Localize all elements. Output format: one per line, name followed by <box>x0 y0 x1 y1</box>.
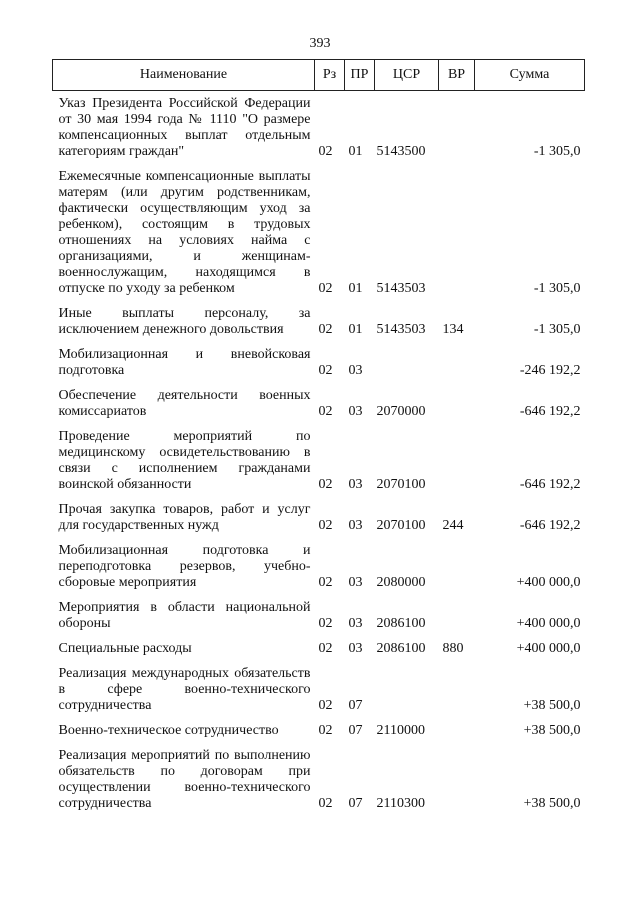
row-sum: +38 500,0 <box>523 698 581 713</box>
row-rz: 02 <box>318 144 333 159</box>
page-number: 393 <box>309 36 331 51</box>
table-row <box>53 714 585 739</box>
row-csr: 2070100 <box>376 518 426 533</box>
row-rz: 02 <box>318 281 333 296</box>
row-rz: 02 <box>318 477 333 492</box>
row-vr <box>439 591 475 632</box>
row-csr <box>375 657 439 714</box>
row-pr: 07 <box>348 723 363 738</box>
row-name: Иные выплаты персоналу, за исключением денежного довольствия <box>58 306 311 337</box>
row-name: Обеспечение деятельности военных комиссариатов <box>58 388 311 419</box>
row-pr: 03 <box>348 477 363 492</box>
row-name: Ежемесячные компенсационные выплаты матерям (или другим родственникам, фактически осуществляющим уход за ребенком), состоящим в трудовых отношениях на условиях найма с организациями, и женщинам-военнослужащим, находящимся в отпуске по уходу за ребенком <box>58 169 311 296</box>
row-csr <box>375 338 439 379</box>
table-row <box>53 160 585 297</box>
row-name: Проведение мероприятий по медицинскому освидетельствованию в связи с исполнением гражданами воинской обязанности <box>58 429 311 492</box>
row-pr: 03 <box>348 641 363 656</box>
row-sum: -646 192,2 <box>519 518 581 533</box>
row-csr: 5143500 <box>376 144 426 159</box>
row-rz: 02 <box>318 641 333 656</box>
row-csr: 2110300 <box>376 796 425 811</box>
table-row <box>53 534 585 591</box>
row-csr: 5143503 <box>376 281 426 296</box>
row-name: Указ Президента Российской Федерации от 30 мая 1994 года № 1110 "О размере компенсационных выплат отдельным категориям граждан" <box>58 96 311 159</box>
row-csr: 2086100 <box>376 641 426 656</box>
table-row <box>53 657 585 714</box>
row-vr <box>439 534 475 591</box>
table-body <box>53 91 585 813</box>
header-name: Наименование <box>53 60 315 91</box>
row-sum: -1 305,0 <box>533 281 581 296</box>
row-pr: 03 <box>348 616 363 631</box>
table-row <box>53 379 585 420</box>
row-name: Мероприятия в области национальной обороны <box>58 600 311 631</box>
row-name: Военно-техническое сотрудничество <box>58 723 279 738</box>
row-vr <box>439 714 475 739</box>
table-row <box>53 297 585 338</box>
row-vr <box>439 420 475 493</box>
row-sum: +38 500,0 <box>523 796 581 811</box>
row-sum: -646 192,2 <box>519 477 581 492</box>
row-name: Специальные расходы <box>58 641 192 656</box>
row-pr: 03 <box>348 575 363 590</box>
row-sum: +400 000,0 <box>516 616 581 631</box>
row-pr: 07 <box>348 698 363 713</box>
table-row <box>53 739 585 812</box>
row-vr <box>439 91 475 161</box>
row-sum: -1 305,0 <box>533 144 581 159</box>
row-vr: 244 <box>442 518 464 533</box>
table-header <box>53 60 585 91</box>
row-rz: 02 <box>318 575 333 590</box>
row-sum: +400 000,0 <box>516 575 581 590</box>
row-pr: 01 <box>348 281 363 296</box>
row-rz: 02 <box>318 796 333 811</box>
row-vr <box>439 657 475 714</box>
row-sum: -246 192,2 <box>519 363 581 378</box>
row-rz: 02 <box>318 518 333 533</box>
row-rz: 02 <box>318 723 333 738</box>
row-name: Мобилизационная подготовка и переподготовка резервов, учебно-сборовые мероприятия <box>58 543 311 590</box>
header-pr: ПР <box>345 60 375 91</box>
row-rz: 02 <box>318 698 333 713</box>
row-pr: 01 <box>348 144 363 159</box>
header-csr: ЦСР <box>375 60 439 91</box>
table-row <box>53 591 585 632</box>
row-name: Прочая закупка товаров, работ и услуг для государственных нужд <box>58 502 311 533</box>
row-sum: +400 000,0 <box>516 641 581 656</box>
row-name: Реализация международных обязательств в сфере военно-технического сотрудничества <box>58 666 311 713</box>
header-sum: Сумма <box>475 60 585 91</box>
row-sum: -1 305,0 <box>533 322 581 337</box>
budget-table <box>52 59 585 812</box>
row-csr: 2080000 <box>376 575 426 590</box>
table-row <box>53 338 585 379</box>
row-csr: 2086100 <box>376 616 426 631</box>
table-row <box>53 420 585 493</box>
row-vr <box>439 739 475 812</box>
row-csr: 2070100 <box>376 477 426 492</box>
header-rz: Рз <box>315 60 345 91</box>
row-csr: 5143503 <box>376 322 426 337</box>
row-sum: -646 192,2 <box>519 404 581 419</box>
row-pr: 03 <box>348 518 363 533</box>
row-csr: 2070000 <box>376 404 426 419</box>
row-rz: 02 <box>318 616 333 631</box>
row-vr <box>439 160 475 297</box>
row-pr: 03 <box>348 404 363 419</box>
table-row <box>53 493 585 534</box>
header-row <box>53 60 585 91</box>
row-rz: 02 <box>318 404 333 419</box>
row-vr <box>439 379 475 420</box>
table-row <box>53 91 585 161</box>
row-pr: 03 <box>348 363 363 378</box>
row-vr <box>439 338 475 379</box>
row-rz: 02 <box>318 322 333 337</box>
row-name: Мобилизационная и вневойсковая подготовка <box>58 347 311 378</box>
row-sum: +38 500,0 <box>523 723 581 738</box>
row-pr: 07 <box>348 796 363 811</box>
row-vr: 880 <box>442 641 464 656</box>
row-name: Реализация мероприятий по выполнению обязательств по договорам при осуществлении военно-технического сотрудничества <box>58 748 311 811</box>
row-vr: 134 <box>442 322 464 337</box>
row-pr: 01 <box>348 322 363 337</box>
header-vr: ВР <box>439 60 475 91</box>
row-rz: 02 <box>318 363 333 378</box>
table-row <box>53 632 585 657</box>
row-csr: 2110000 <box>376 723 425 738</box>
